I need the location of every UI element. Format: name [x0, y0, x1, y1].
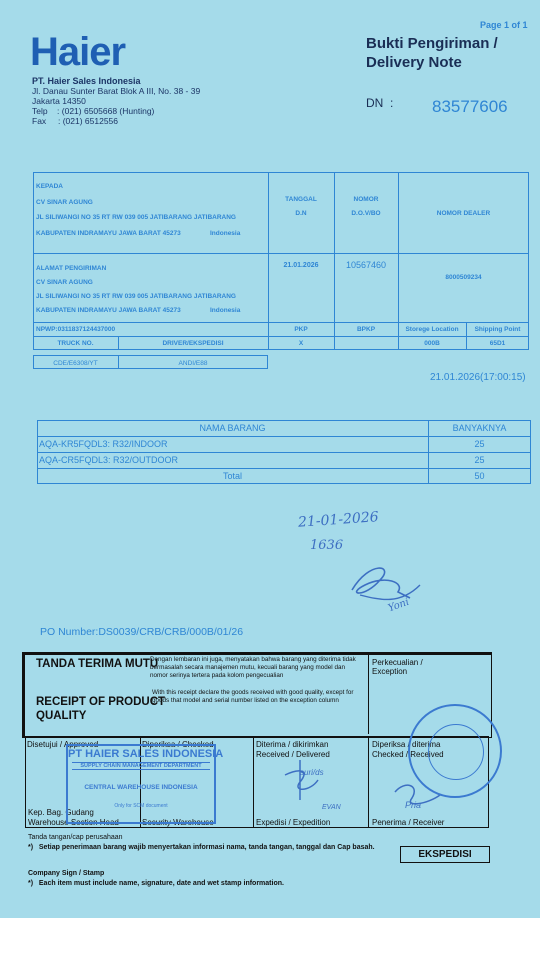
- dn-number: 83577606: [432, 97, 508, 116]
- consignee-name: CV SINAR AGUNG: [36, 199, 93, 206]
- receipt-text-id: Dengan lembaran ini juga, menyatakan bahwa barang yang diterima tidak bermasalah secara manajemen mutu, kecuali barang yang model dan nomor serinya tertera pada kolom pengecualian: [150, 656, 356, 679]
- delivered-label: [256, 740, 330, 760]
- company-fax: Fax : (021) 6512556: [32, 116, 118, 126]
- company-phone: Telp : (021) 6505668 (Hunting): [32, 106, 155, 116]
- footer-note-2: *) Setiap penerimaan barang wajib menyertakan informasi nama, tanda tangan, tanggal dan Cap basah.: [28, 844, 375, 851]
- kep-label-2: Warehouse Section Head: [28, 818, 119, 827]
- haier-logo: Haier: [30, 30, 126, 74]
- truck-number: CDE/E6308/YT: [53, 360, 98, 367]
- stamp-line-1: PT HAIER SALES INDONESIA: [68, 748, 224, 760]
- truck-label: TRUCK NO.: [57, 340, 94, 347]
- item-name: AQA-CR5FQDL3: R32/OUTDOOR: [39, 455, 179, 465]
- item-qty: 25: [474, 455, 485, 465]
- received-label-2: Checked / Received: [372, 750, 444, 759]
- company-address-2: Jakarta 14350: [32, 96, 86, 106]
- dn-label: DN :: [366, 96, 394, 110]
- shipping-country: Indonesia: [210, 307, 241, 314]
- consignee-address-2: KABUPATEN INDRAMAYU JAWA BARAT 45273: [36, 230, 181, 237]
- driver-value: ANDI/E88: [178, 360, 208, 367]
- total-value: 50: [474, 471, 485, 481]
- tanggal-value: 21.01.2026: [283, 262, 319, 269]
- receipt-title-id: TANDA TERIMA MUTU: [36, 658, 159, 670]
- shipping-address-1: JL SILIWANGI NO 35 RT RW 039 005 JATIBARANG JATIBARANG: [36, 293, 236, 300]
- col-tanggal-2: D.N: [295, 210, 307, 217]
- receipt-title-en: [36, 695, 165, 723]
- checked-label: Diperiksa / Checked: [142, 740, 214, 749]
- divider: [368, 736, 369, 828]
- col-dealer: NOMOR DEALER: [436, 210, 491, 217]
- handwritten-time: 1636: [310, 538, 344, 553]
- delivered-label-2: Received / Delivered: [256, 750, 330, 759]
- footer-note-4: *) Each item must include name, signature, date and wet stamp information.: [28, 880, 284, 887]
- stamp-line-4: Only for SCM document: [114, 803, 168, 809]
- handwritten-name: Yoni: [386, 596, 411, 615]
- shipping-name: CV SINAR AGUNG: [36, 279, 93, 286]
- consignee-address-1: JL SILIWANGI NO 35 RT RW 039 005 JATIBARANG JATIBARANG: [36, 214, 236, 221]
- col-nomor-1: NOMOR: [353, 196, 379, 203]
- stamp-line-3: CENTRAL WAREHOUSE INDONESIA: [84, 784, 198, 791]
- delivered-label-1: Diterima / dikirimkan: [256, 740, 329, 749]
- consignee-country: Indonesia: [210, 230, 241, 237]
- approved-label: Disetujui / Approved: [27, 740, 99, 749]
- pkp-label: PKP: [294, 326, 308, 333]
- items-col-qty: BANYAKNYA: [452, 423, 507, 433]
- ekspedisi-badge: EKSPEDISI: [400, 846, 490, 863]
- receipt-title-en-2: QUALITY: [36, 710, 87, 722]
- warehouse-stamp: [66, 744, 224, 824]
- storage-label: Storege Location: [405, 326, 459, 333]
- receiver-round-stamp: [408, 704, 502, 798]
- footer-note-1: Tanda tangan/cap perusahaan: [28, 834, 123, 841]
- handwritten-evan: EVAN: [322, 804, 341, 811]
- col-nomor-2: D.O.V/BO: [351, 210, 381, 217]
- expedition-label: Expedisi / Expedition: [256, 818, 331, 827]
- print-timestamp: 21.01.2026(17:00:15): [430, 372, 526, 383]
- exception-label: Perkecualian / Exception: [372, 658, 423, 676]
- col-tanggal-1: TANGGAL: [285, 196, 317, 203]
- title-line-1: Bukti Pengiriman /: [366, 35, 498, 52]
- handwritten-delivered: suri/ds: [300, 768, 324, 777]
- company-address-1: Jl. Danau Sunter Barat Blok A III, No. 38 - 39: [32, 86, 201, 96]
- shipping-point-label: Shipping Point: [474, 326, 521, 333]
- received-label-1: Diperiksa / diterima: [372, 740, 441, 749]
- security-label: Security Warehouse: [142, 818, 214, 827]
- dealer-value: 8000509234: [445, 274, 482, 281]
- driver-label: DRIVER/EKSPEDISI: [162, 340, 224, 347]
- shipping-address-2: KABUPATEN INDRAMAYU JAWA BARAT 45273: [36, 307, 181, 314]
- handwritten-date: 21-01-2026: [297, 509, 380, 531]
- divider: [368, 652, 369, 734]
- handwritten-receiver: Pria: [405, 800, 422, 810]
- kep-label-1: Kep. Bag. Gudang: [28, 808, 94, 817]
- storage-value: 000B: [424, 340, 440, 347]
- po-number: PO Number:DS0039/CRB/CRB/000B/01/26: [40, 626, 244, 638]
- title-line-2: Delivery Note: [366, 54, 462, 71]
- divider: [253, 736, 254, 828]
- item-name: AQA-KR5FQDL3: R32/INDOOR: [39, 439, 168, 449]
- pkp-value: X: [298, 340, 304, 347]
- receipt-text-en: With this receipt declare the goods received with good quality, except for goods that model and serial number listed on the exception column: [152, 689, 354, 704]
- company-name: PT. Haier Sales Indonesia: [32, 76, 141, 86]
- bpkp-label: BPKP: [356, 326, 376, 333]
- npwp: NPWP:0311837124437000: [36, 326, 116, 333]
- footer-note-3: Company Sign / Stamp: [28, 870, 105, 877]
- total-label: Total: [222, 471, 242, 481]
- consignee-heading: KEPADA: [36, 183, 63, 190]
- receipt-title-en-1: RECEIPT OF PRODUCT: [36, 696, 166, 708]
- items-col-name: NAMA BARANG: [199, 423, 266, 433]
- stamp-line-2: SUPPLY CHAIN MANAGEMENT DEPARTMENT: [72, 762, 210, 770]
- shipping-point-value: 65D1: [489, 340, 506, 347]
- page-indicator: Page 1 of 1: [480, 20, 528, 30]
- nomor-value: 10567460: [345, 260, 387, 270]
- item-qty: 25: [474, 439, 485, 449]
- shipping-heading: ALAMAT PENGIRIMAN: [36, 265, 107, 272]
- receiver-label: Penerima / Receiver: [372, 818, 445, 827]
